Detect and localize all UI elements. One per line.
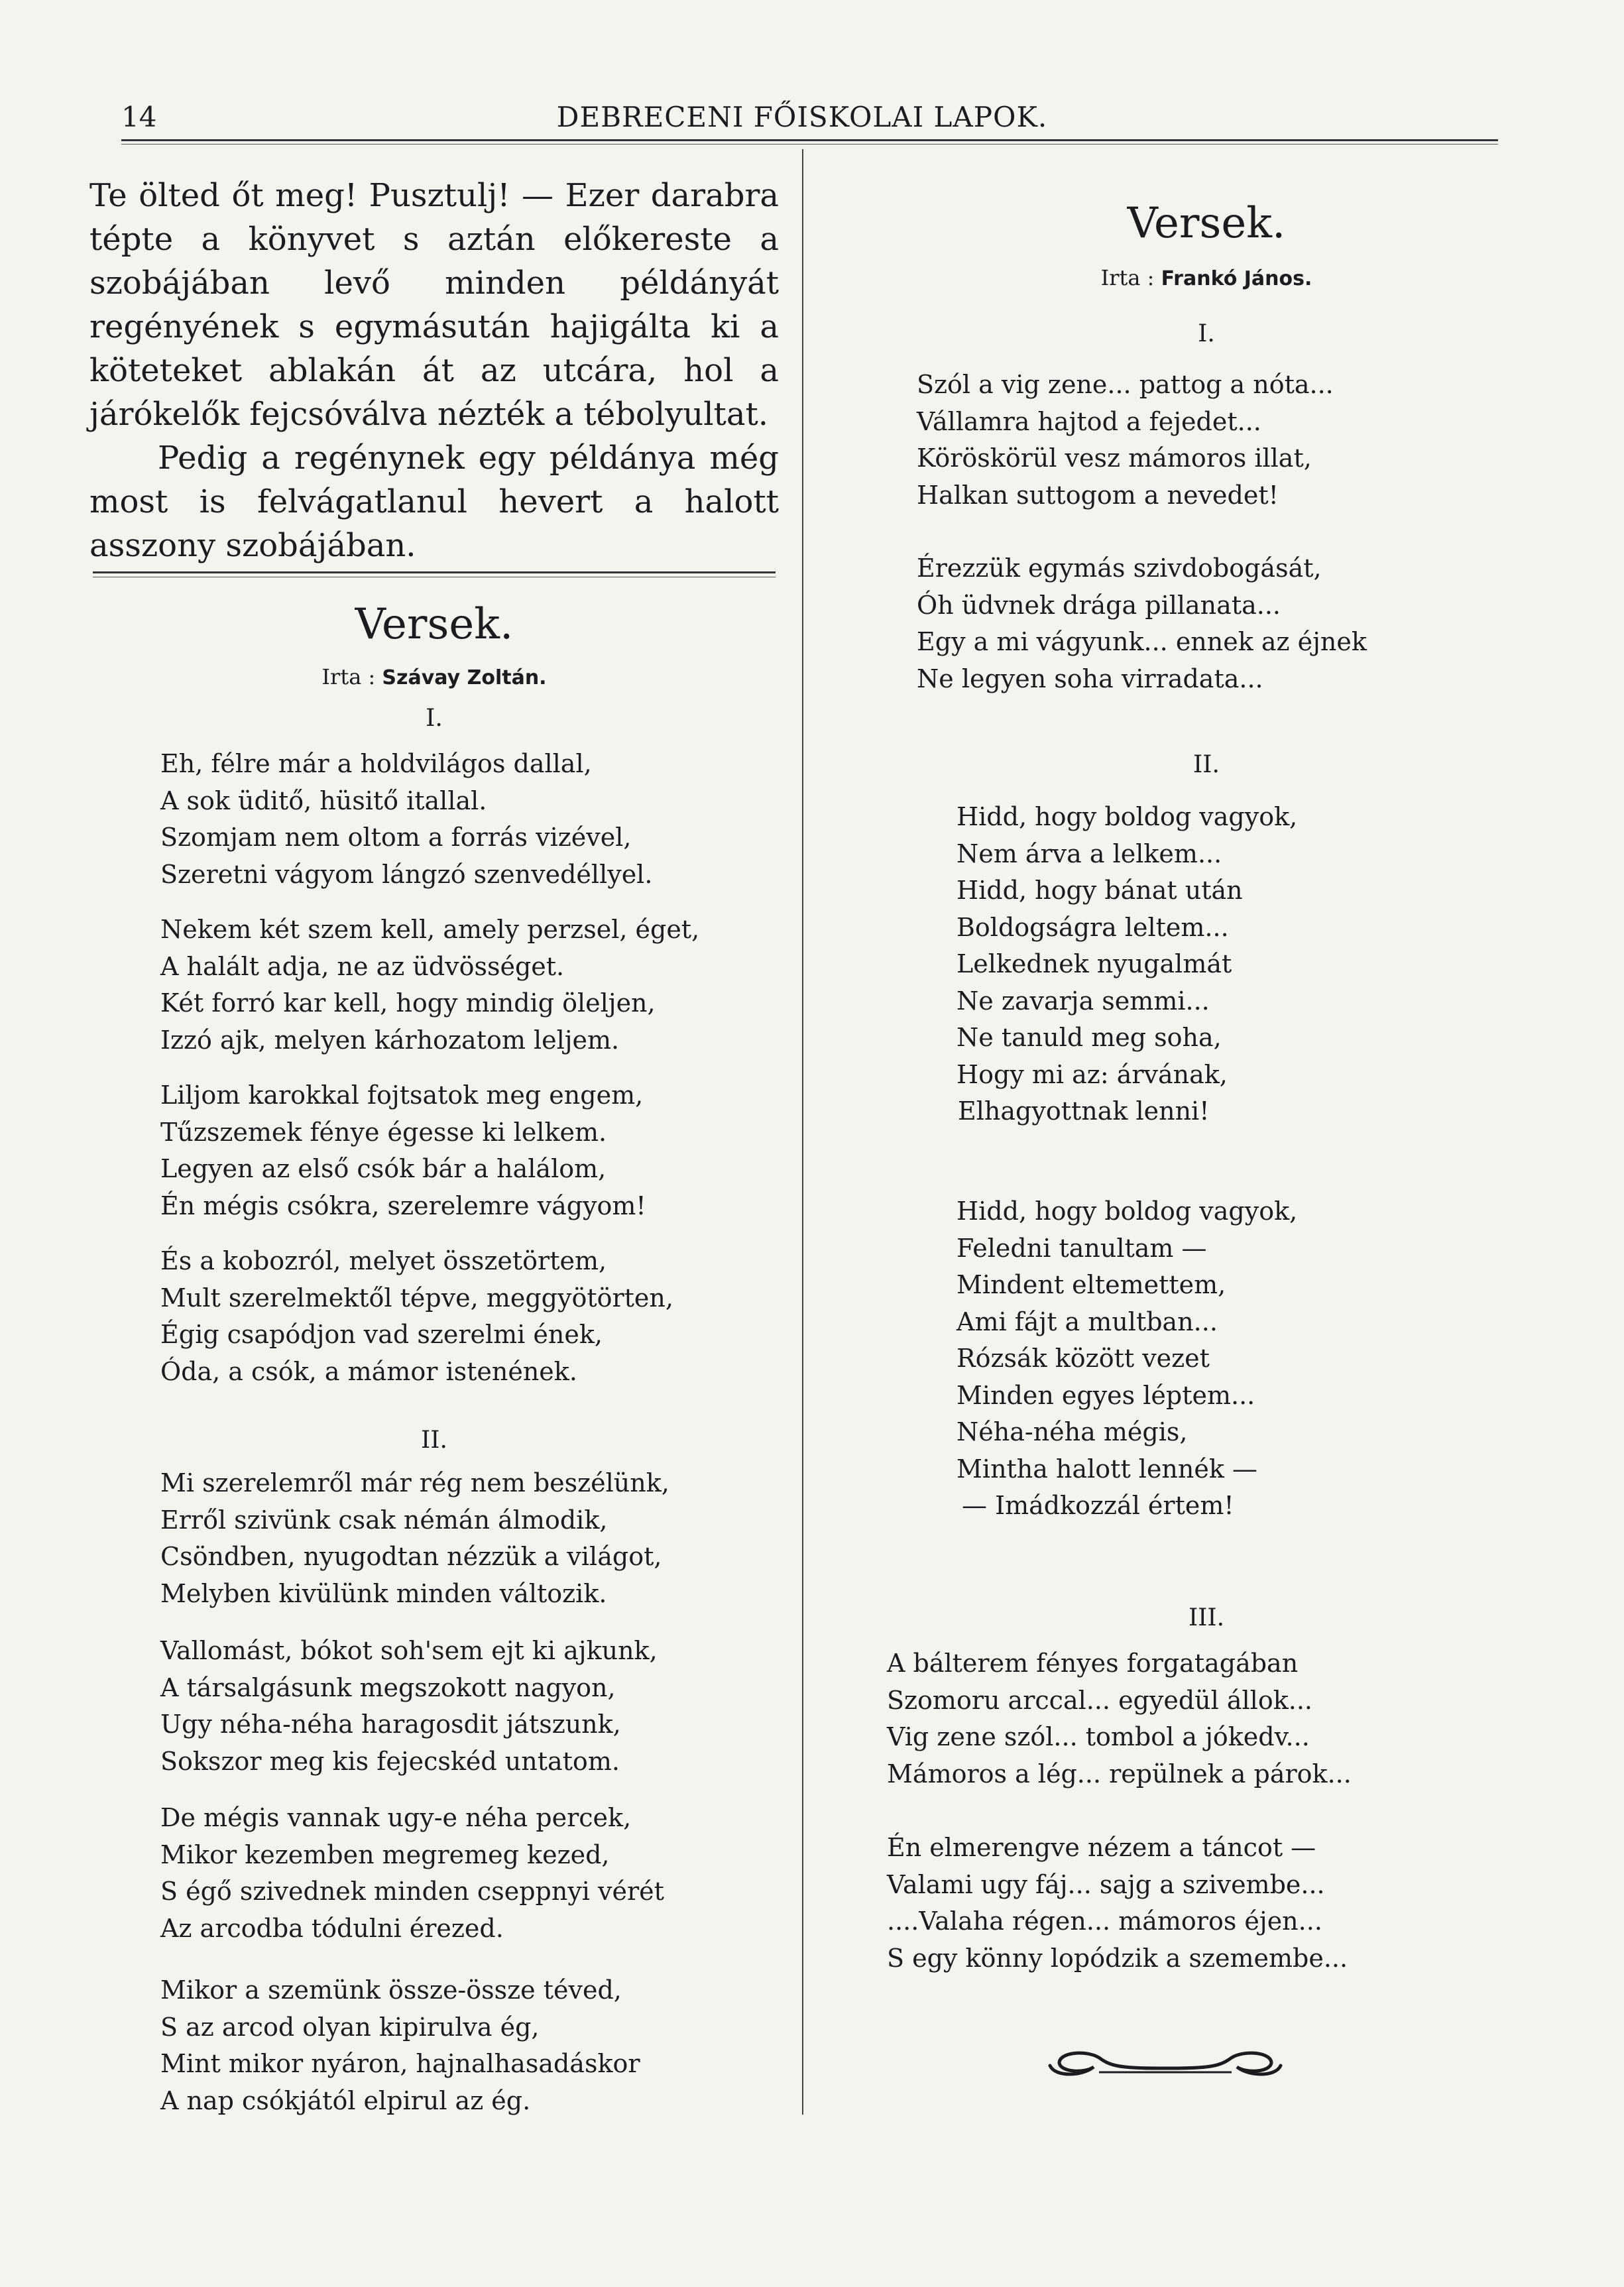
verse-line: Hidd, hogy boldog vagyok,: [957, 802, 1298, 831]
verse-line: Néha-néha mégis,: [957, 1417, 1188, 1446]
byline-right: [878, 265, 1535, 290]
verse-line: Köröskörül vesz mámoros illat,: [917, 443, 1312, 473]
verse-line: Mikor kezemben megremeg kezed,: [160, 1840, 610, 1869]
story-ending: [89, 174, 779, 567]
part-numeral: I.: [426, 705, 443, 732]
poem-title-left: Versek.: [355, 600, 514, 649]
verse-line: Mult szerelmektől tépve, meggyötörten,: [160, 1283, 673, 1313]
verse-line: Az arcodba tódulni érezed.: [160, 1913, 504, 1943]
verse-line: Sokszor meg kis fejecskéd untatom.: [160, 1746, 620, 1776]
stanza: [160, 1465, 669, 1612]
byline-prefix: Irta :: [1100, 265, 1155, 290]
verse-line: Szeretni vágyom lángzó szenvedéllyel.: [160, 859, 653, 889]
verse-line: Nem árva a lelkem...: [957, 839, 1222, 868]
page-number: 14: [121, 101, 157, 133]
verse-line: Szól a vig zene... pattog a nóta...: [917, 370, 1334, 399]
verse-line: Mámoros a lég... repülnek a párok...: [887, 1759, 1352, 1789]
stanza: [160, 1633, 658, 1780]
verse-line: Ami fájt a multban...: [957, 1307, 1218, 1336]
verse-line: Elhagyottnak lenni!: [958, 1096, 1210, 1126]
verse-line: Szomoru arccal... egyedül állok...: [887, 1685, 1312, 1715]
stanza: [160, 1800, 664, 1947]
part-numeral: II.: [1193, 751, 1220, 778]
header-rule-thin: [121, 144, 1498, 145]
prose-paragraph: Te ölted őt meg! Pusztulj! — Ezer darabra tépte a könyvet s aztán előkereste a szobájában levő minden példányát regényének s egymásután hajigálta ki a köteteket ablakán át az utcára, hol a járókelők fejcsóválva nézték a tébolyultat.: [89, 177, 779, 433]
verse-line: S égő szivednek minden cseppnyi vérét: [160, 1877, 664, 1906]
verse-line: Vállamra hajtod a fejedet...: [917, 406, 1261, 436]
verse-line: Hidd, hogy boldog vagyok,: [957, 1197, 1298, 1226]
verse-line: Nekem két szem kell, amely perzsel, éget,: [160, 915, 700, 944]
stanza: [957, 799, 1297, 1130]
verse-line: Erről szivünk csak némán álmodik,: [160, 1505, 608, 1535]
stanza: [887, 1830, 1348, 1977]
verse-line: Szomjam nem oltom a forrás vizével,: [160, 823, 632, 852]
verse-line: Két forró kar kell, hogy mindig öleljen,: [160, 988, 656, 1018]
stanza: [887, 1645, 1352, 1792]
verse-line: Boldogságra leltem...: [957, 912, 1229, 942]
byline-prefix: Irta :: [321, 664, 376, 689]
verse-line: Mindent eltemettem,: [957, 1270, 1226, 1299]
verse-line: S az arcod olyan kipirulva ég,: [160, 2012, 540, 2042]
verse-line: Ne tanuld meg soha,: [957, 1023, 1222, 1052]
column-divider: [802, 149, 803, 2115]
verse-line: A nap csókjától elpirul az ég.: [160, 2085, 531, 2115]
stanza: [957, 1193, 1297, 1525]
verse-line: Tűzszemek fénye égesse ki lelkem.: [160, 1117, 607, 1147]
verse-line: Ugy néha-néha haragosdit játszunk,: [160, 1710, 621, 1739]
verse-line: A bálterem fényes forgatagában: [887, 1649, 1299, 1678]
verse-line: Egy a mi vágyunk... ennek az éjnek: [917, 627, 1367, 656]
verse-line: ....Valaha régen... mámoros éjen...: [887, 1906, 1322, 1936]
verse-line: És a kobozról, melyet összetörtem,: [160, 1246, 607, 1275]
byline-left: [89, 664, 779, 689]
verse-line: Ne zavarja semmi...: [957, 986, 1210, 1016]
verse-line: Halkan suttogom a nevedet!: [917, 480, 1279, 510]
verse-line: Égig csapódjon vad szerelmi ének,: [160, 1320, 603, 1349]
part-numeral: I.: [1198, 320, 1215, 347]
verse-line: De mégis vannak ugy-e néha percek,: [160, 1803, 632, 1832]
stanza: [160, 746, 652, 893]
verse-line: Izzó ajk, melyen kárhozatom leljem.: [160, 1025, 620, 1055]
verse-line: — Imádkozzál értem!: [962, 1491, 1234, 1520]
stanza: [160, 1972, 640, 2119]
closing-ornament: [1046, 2034, 1285, 2080]
verse-line: S egy könny lopódzik a szemembe...: [887, 1943, 1348, 1973]
verse-line: Feledni tanultam —: [957, 1233, 1207, 1263]
verse-line: Hogy mi az: árvának,: [957, 1059, 1228, 1089]
verse-line: Csöndben, nyugodtan nézzük a világot,: [160, 1542, 662, 1571]
part-numeral: III.: [1188, 1604, 1225, 1631]
section-rule: [93, 571, 776, 573]
header-rule: [121, 139, 1498, 141]
verse-line: A sok üditő, hüsitő itallal.: [160, 786, 487, 815]
verse-line: Lelkednek nyugalmát: [957, 949, 1232, 978]
verse-line: A társalgásunk megszokott nagyon,: [160, 1672, 616, 1702]
verse-line: Mintha halott lennék —: [957, 1454, 1257, 1484]
verse-line: Érezzük egymás szivdobogását,: [917, 554, 1322, 583]
verse-line: Én mégis csókra, szerelemre vágyom!: [160, 1191, 646, 1220]
verse-line: Eh, félre már a holdvilágos dallal,: [160, 749, 592, 778]
verse-line: Óh üdvnek drága pillanata...: [917, 590, 1281, 620]
poem-title-right: Versek.: [1127, 199, 1286, 248]
running-title: DEBRECENI FŐISKOLAI LAPOK.: [556, 101, 1048, 133]
stanza: [917, 367, 1334, 514]
verse-line: A halált adja, ne az üdvösséget.: [160, 951, 565, 981]
verse-line: Legyen az első csók bár a halálom,: [160, 1154, 607, 1183]
verse-line: Mikor a szemünk össze-össze téved,: [160, 1975, 622, 2005]
stanza: [160, 911, 699, 1059]
verse-line: Óda, a csók, a mámor istenének.: [160, 1356, 577, 1386]
verse-line: Rózsák között vezet: [957, 1344, 1210, 1373]
part-numeral: II.: [421, 1427, 447, 1454]
verse-line: Minden egyes léptem...: [957, 1380, 1255, 1410]
stanza: [917, 550, 1367, 697]
prose-paragraph: Pedig a regénynek egy példánya még most is felvágatlanul hevert a halott asszony szobájában.: [89, 440, 779, 564]
verse-line: Melyben kivülünk minden változik.: [160, 1578, 607, 1608]
author-name: Frankó János.: [1161, 267, 1312, 290]
verse-line: Én elmerengve nézem a táncot —: [887, 1833, 1316, 1862]
stanza: [160, 1077, 646, 1224]
stanza: [160, 1243, 673, 1390]
verse-line: Mint mikor nyáron, hajnalhasadáskor: [160, 2049, 640, 2078]
verse-line: Liljom karokkal fojtsatok meg engem,: [160, 1081, 644, 1110]
verse-line: Mi szerelemről már rég nem beszélünk,: [160, 1468, 669, 1497]
verse-line: Valami ugy fáj... sajg a szivembe...: [887, 1869, 1325, 1899]
verse-line: Vallomást, bókot soh'sem ejt ki ajkunk,: [160, 1636, 658, 1665]
verse-line: Hidd, hogy bánat után: [957, 876, 1243, 905]
author-name: Szávay Zoltán.: [382, 666, 547, 689]
verse-line: Vig zene szól... tombol a jókedv...: [887, 1722, 1310, 1751]
verse-line: Ne legyen soha virradata...: [917, 664, 1263, 693]
